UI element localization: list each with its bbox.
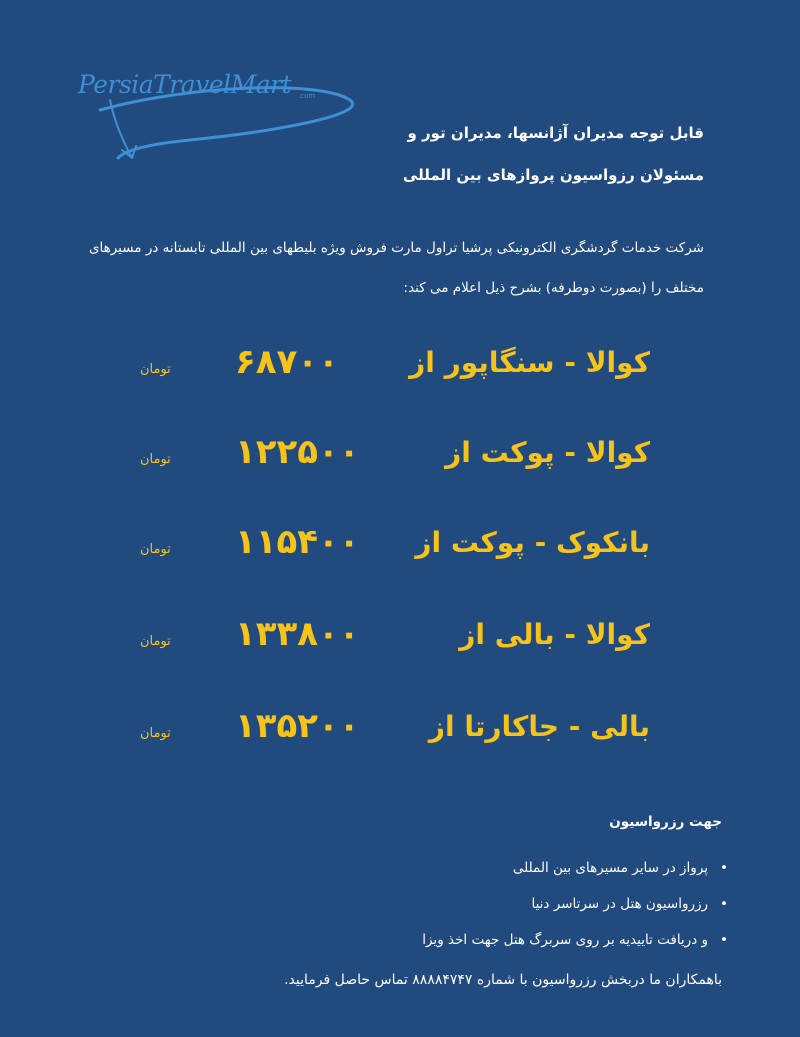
fare-route: کوالا - بالی از [459, 618, 650, 651]
reservation-list [208, 856, 728, 964]
logo-text: PersiaTravelMart [78, 70, 292, 99]
list-item-label: رزرواسیون هتل در سرتاسر دنیا [531, 896, 709, 912]
header-line-1: قابل توجه مدیران آژانسها، مدیران تور و [407, 124, 704, 142]
fare-row [140, 432, 650, 482]
contact-footer: باهمکاران ما دربخش رزرواسیون با شماره ۸۸۸۸۴۷۴۷ تماس حاصل فرمایید. [284, 972, 722, 988]
bullet-icon: • [720, 896, 728, 912]
fare-row [140, 522, 650, 572]
fare-unit: تومان [140, 452, 171, 467]
fare-price: ۱۳۳۸۰۰ [235, 614, 360, 654]
fare-unit: تومان [140, 726, 171, 741]
fare-unit: تومان [140, 542, 171, 557]
fare-route: بانکوک - پوکت از [415, 526, 650, 559]
fare-route: بالی - جاکارتا از [428, 710, 650, 743]
logo [70, 60, 370, 170]
fare-route: کوالا - سنگاپور از [409, 346, 650, 379]
fare-price: ۱۱۵۴۰۰ [235, 522, 360, 562]
list-item [208, 856, 728, 892]
list-item-label: و دریافت تاییدیه بر روی سربرگ هتل جهت اخذ ویزا [422, 932, 709, 948]
header-line-2: مسئولان رزواسیون پروازهای بین المللی [402, 166, 704, 184]
list-item [208, 892, 728, 928]
fare-price: ۱۲۲۵۰۰ [235, 432, 360, 472]
bullet-icon: • [720, 860, 728, 876]
fare-row [140, 706, 650, 756]
fare-price: ۱۳۵۲۰۰ [235, 706, 360, 746]
fare-price: ۶۸۷۰۰ [235, 342, 339, 382]
intro-paragraph: شرکت خدمات گردشگری الکترونیکی پرشیا تراول مارت فروش ویژه بلیطهای بین المللی تابستانه در مسیرهای مختلف را (بصورت دوطرفه) بشرح ذیل اعلام می کند: [88, 240, 704, 296]
bullet-icon: • [720, 932, 728, 948]
fare-unit: تومان [140, 362, 171, 377]
fare-row [140, 614, 650, 664]
logo-suffix: .com [298, 92, 316, 100]
fare-unit: تومان [140, 634, 171, 649]
list-item-label: پرواز در سایر مسیرهای بین المللی [512, 860, 709, 876]
reservation-title: جهت رزرواسیون [609, 814, 722, 830]
fare-row [140, 342, 650, 392]
fare-route: کوالا - پوکت از [445, 436, 650, 469]
list-item [208, 928, 728, 964]
